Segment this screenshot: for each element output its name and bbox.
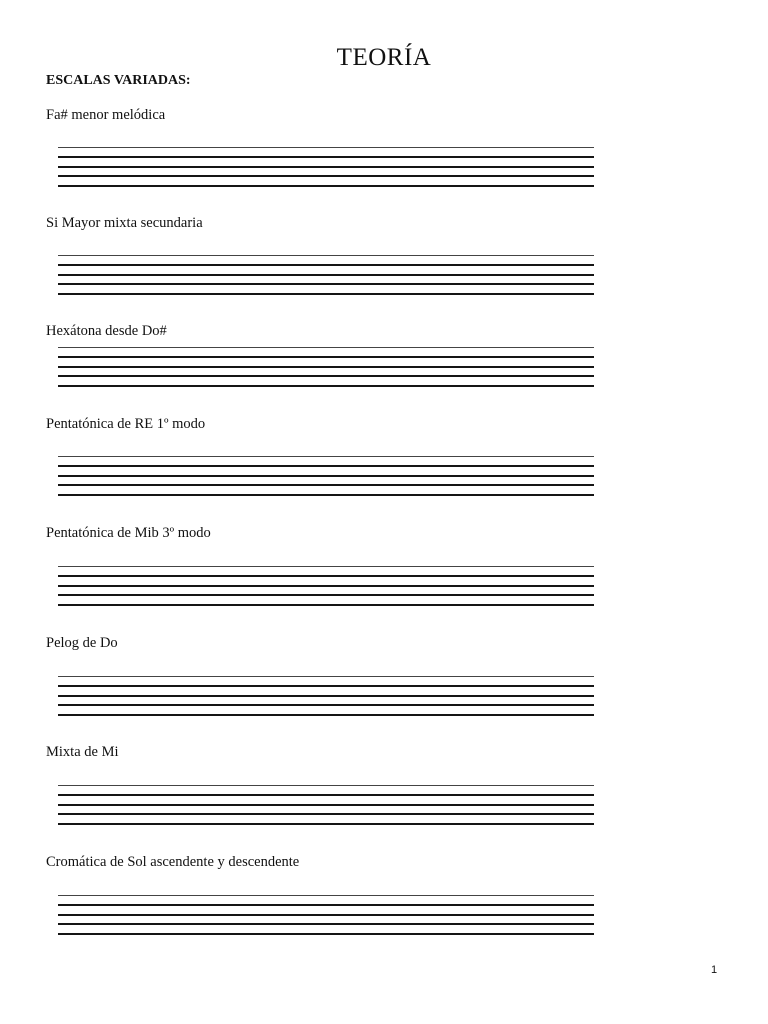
staff-line [58, 264, 594, 266]
staff-line [58, 676, 594, 677]
staff-line [58, 456, 594, 457]
music-staff[interactable] [58, 785, 594, 825]
music-staff[interactable] [58, 347, 594, 387]
exercise-label: Fa# menor melódica [46, 107, 166, 123]
staff-line [58, 804, 594, 806]
staff-line [58, 484, 594, 486]
staff-line [58, 695, 594, 697]
staff-line [58, 933, 594, 935]
staff-line [58, 185, 594, 187]
staff-line [58, 895, 594, 896]
staff-line [58, 823, 594, 825]
staff-line [58, 914, 594, 916]
staff-line [58, 794, 594, 796]
music-staff[interactable] [58, 566, 594, 606]
staff-line [58, 475, 594, 477]
staff-line [58, 255, 594, 256]
staff-line [58, 714, 594, 716]
staff-line [58, 594, 594, 596]
music-staff[interactable] [58, 895, 594, 935]
staff-line [58, 785, 594, 786]
staff-line [58, 347, 594, 348]
music-staff[interactable] [58, 147, 594, 187]
exercise-label: Pelog de Do [46, 635, 118, 651]
staff-line [58, 375, 594, 377]
exercise-label: Si Mayor mixta secundaria [46, 215, 203, 231]
staff-line [58, 604, 594, 606]
exercise-label: Mixta de Mi [46, 744, 119, 760]
staff-line [58, 704, 594, 706]
music-staff[interactable] [58, 255, 594, 295]
staff-line [58, 147, 594, 148]
staff-line [58, 166, 594, 168]
exercise-label: Pentatónica de Mib 3º modo [46, 525, 211, 541]
page-number: 1 [711, 964, 718, 976]
staff-line [58, 494, 594, 496]
page-title: TEORÍA [336, 44, 432, 71]
staff-line [58, 685, 594, 687]
staff-line [58, 585, 594, 587]
exercise-label: Pentatónica de RE 1º modo [46, 416, 206, 432]
staff-line [58, 465, 594, 467]
staff-line [58, 283, 594, 285]
music-staff[interactable] [58, 676, 594, 716]
staff-line [58, 385, 594, 387]
exercise-label: Hexátona desde Do# [46, 323, 167, 339]
staff-line [58, 904, 594, 906]
staff-line [58, 293, 594, 295]
staff-line [58, 156, 594, 158]
exercise-label: Cromática de Sol ascendente y descendente [46, 854, 300, 870]
section-heading: ESCALAS VARIADAS: [46, 73, 191, 88]
staff-line [58, 813, 594, 815]
staff-line [58, 274, 594, 276]
staff-line [58, 566, 594, 567]
staff-line [58, 175, 594, 177]
staff-line [58, 575, 594, 577]
staff-line [58, 366, 594, 368]
staff-line [58, 356, 594, 358]
staff-line [58, 923, 594, 925]
music-staff[interactable] [58, 456, 594, 496]
